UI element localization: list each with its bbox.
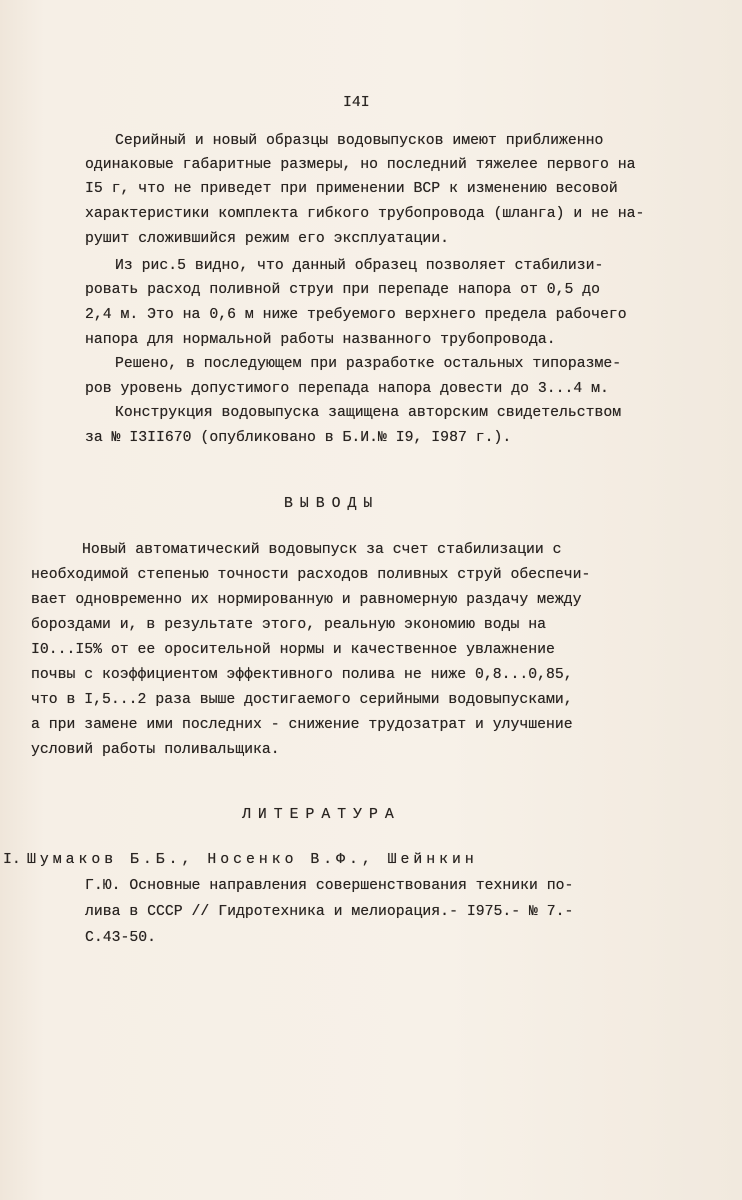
conclusion-line: необходимой степенью точности расходов поливных струй обеспечи- [31, 567, 591, 583]
paragraph-line: Серийный и новый образцы водовыпусков имеют приближенно [115, 133, 604, 149]
conclusion-line: вает одновременно их нормированную и равномерную раздачу между [31, 592, 582, 608]
references-heading: ЛИТЕРАТУРА [242, 807, 401, 823]
paragraph-line: характеристики комплекта гибкого трубопровода (шланга) и не на- [85, 206, 645, 222]
reference-line: С.43-50. [85, 930, 157, 946]
paragraph-line: Решено, в последующем при разработке остальных типоразме- [115, 356, 622, 372]
conclusion-line: Новый автоматический водовыпуск за счет стабилизации с [82, 542, 562, 558]
conclusion-line: что в I,5...2 раза выше достигаемого серийными водовыпусками, [31, 692, 573, 708]
conclusion-line: I0...I5% от ее оросительной нормы и качественное увлажнение [31, 642, 555, 658]
paragraph-line: I5 г, что не приведет при применении ВСР к изменению весовой [85, 181, 618, 197]
conclusion-line: условий работы поливальщика. [31, 742, 280, 758]
paragraph-line: одинаковые габаритные размеры, но последний тяжелее первого на [85, 157, 636, 173]
reference-authors: Шумаков Б.Б., Носенко В.Ф., Шейнкин [27, 852, 478, 868]
conclusion-line: почвы с коэффициентом эффективного полива не ниже 0,8...0,85, [31, 667, 573, 683]
reference-line: лива в СССР // Гидротехника и мелиорация.- I975.- № 7.- [85, 904, 574, 920]
conclusion-line: а при замене ими последних - снижение трудозатрат и улучшение [31, 717, 573, 733]
paragraph-line: рушит сложившийся режим его эксплуатации. [85, 231, 450, 247]
conclusion-line: бороздами и, в результате этого, реальную экономию воды на [31, 617, 547, 633]
paragraph-line: ров уровень допустимого перепада напора довести до 3...4 м. [85, 381, 609, 397]
paragraph-line: напора для нормальной работы названного трубопровода. [85, 332, 556, 348]
paragraph-line: Из рис.5 видно, что данный образец позволяет стабилизи- [115, 258, 604, 274]
page-number: I4I [343, 95, 370, 111]
conclusions-heading: ВЫВОДЫ [284, 496, 380, 512]
reference-line: Г.Ю. Основные направления совершенствования техники по- [85, 878, 574, 894]
reference-number: I. [3, 852, 21, 868]
paragraph-line: за № I3II670 (опубликовано в Б.И.№ I9, I987 г.). [85, 430, 512, 446]
paragraph-line: Конструкция водовыпуска защищена авторским свидетельством [115, 405, 622, 421]
paragraph-line: 2,4 м. Это на 0,6 м ниже требуемого верхнего предела рабочего [85, 307, 627, 323]
paragraph-line: ровать расход поливной струи при перепаде напора от 0,5 до [85, 282, 601, 298]
